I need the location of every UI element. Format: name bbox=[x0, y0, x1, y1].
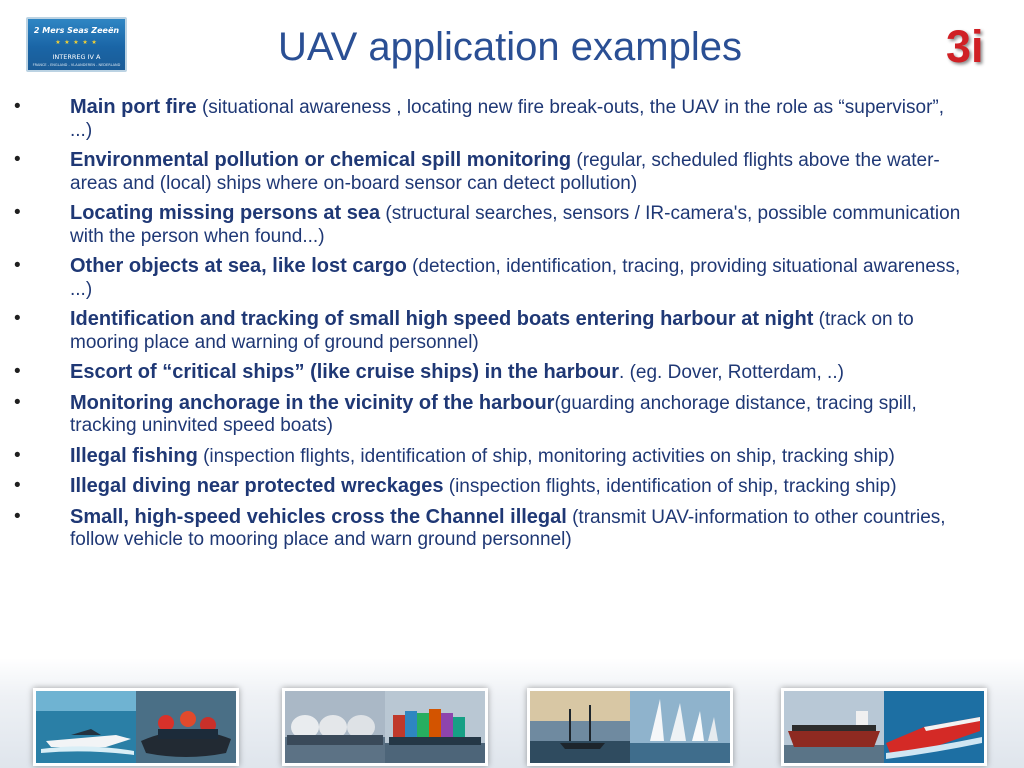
bullet-heading: Locating missing persons at sea bbox=[70, 202, 381, 224]
bullet-item bbox=[14, 202, 968, 248]
bullet-item bbox=[14, 506, 968, 552]
logo-countries: FRANCE - ENGLAND - VLAANDEREN - NEDERLAND bbox=[32, 63, 121, 67]
red-tanker-image bbox=[884, 691, 984, 763]
bullet-list bbox=[14, 96, 968, 559]
bullet-item bbox=[14, 361, 968, 385]
container-ship-image bbox=[385, 691, 485, 763]
bullet-icon: • bbox=[14, 505, 21, 527]
bullet-icon: • bbox=[14, 96, 21, 117]
bullet-item bbox=[14, 475, 968, 499]
bullet-item bbox=[14, 445, 968, 469]
bullet-icon: • bbox=[14, 255, 21, 276]
logo-program: INTERREG IV A bbox=[52, 53, 101, 61]
bullet-heading: Small, high-speed vehicles cross the Channel illegal bbox=[70, 505, 567, 528]
photo-cargo-ships bbox=[282, 688, 488, 766]
bullet-icon: • bbox=[14, 308, 21, 329]
bullet-detail: (guarding anchorage distance, tracing spill, tracking uninvited speed boats) bbox=[70, 392, 917, 436]
bullet-item bbox=[14, 149, 968, 195]
photo-sailing bbox=[527, 688, 733, 766]
rescue-boat-image bbox=[136, 691, 236, 763]
bullet-item bbox=[14, 96, 968, 142]
logo-title: 2 Mers Seas Zeeën bbox=[33, 26, 120, 35]
bullet-detail: (transmit UAV-information to other countries, follow vehicle to mooring place and warn ground personnel) bbox=[70, 506, 946, 550]
slide-title: UAV application examples bbox=[278, 25, 742, 69]
bullet-heading: Identification and tracking of small high speed boats entering harbour at night bbox=[70, 308, 814, 330]
bullet-icon: • bbox=[14, 149, 21, 170]
photo-tankers bbox=[781, 688, 987, 766]
bullet-detail: (track on to mooring place and warning of ground personnel) bbox=[70, 309, 914, 353]
bullet-heading: Main port fire bbox=[70, 96, 197, 118]
bullet-item bbox=[14, 255, 968, 301]
bullet-detail: (detection, identification, tracing, providing situational awareness, ...) bbox=[70, 256, 961, 300]
bullet-item bbox=[14, 392, 968, 438]
bullet-icon: • bbox=[14, 475, 21, 496]
bullet-detail: (regular, scheduled flights above the water-areas and (local) ships where on-board sensor can detect pollution) bbox=[70, 150, 940, 194]
bullet-heading: Environmental pollution or chemical spill monitoring bbox=[70, 149, 572, 171]
bullet-detail: (inspection flights, identification of ship, tracking ship) bbox=[443, 476, 897, 497]
lng-tanker-image bbox=[285, 691, 385, 763]
bullet-detail: (structural searches, sensors / IR-camera's, possible communication with the person when found...) bbox=[70, 203, 961, 247]
bullet-detail: . (eg. Dover, Rotterdam, ..) bbox=[619, 362, 844, 383]
bullet-icon: • bbox=[14, 391, 21, 413]
bullet-icon: • bbox=[14, 361, 21, 382]
bullet-icon: • bbox=[14, 444, 21, 466]
eu-stars-icon: ★ ★ ★ ★ ★ bbox=[55, 40, 98, 46]
bullet-detail: (inspection flights, identification of ship, monitoring activities on ship, tracking ship) bbox=[197, 445, 895, 467]
bullet-heading: Illegal fishing bbox=[70, 444, 198, 467]
bullet-heading: Escort of “critical ships” (like cruise ships) in the harbour bbox=[70, 361, 620, 383]
bullet-item bbox=[14, 308, 968, 354]
bullet-detail: (situational awareness , locating new fire break-outs, the UAV in the role as “supervisor”, ...) bbox=[70, 97, 944, 141]
bullet-icon: • bbox=[14, 202, 21, 223]
bullet-heading: Other objects at sea, like lost cargo bbox=[70, 255, 407, 277]
photo-speedboats bbox=[33, 688, 239, 766]
speedboat-image bbox=[36, 691, 136, 763]
bulk-carrier-image bbox=[784, 691, 884, 763]
bullet-heading: Monitoring anchorage in the vicinity of the harbour bbox=[70, 391, 555, 414]
section-tag: 3i bbox=[946, 21, 984, 72]
tall-ship-image bbox=[530, 691, 630, 763]
interreg-logo bbox=[26, 17, 127, 72]
sailboats-image bbox=[630, 691, 730, 763]
bullet-heading: Illegal diving near protected wreckages bbox=[70, 475, 444, 497]
